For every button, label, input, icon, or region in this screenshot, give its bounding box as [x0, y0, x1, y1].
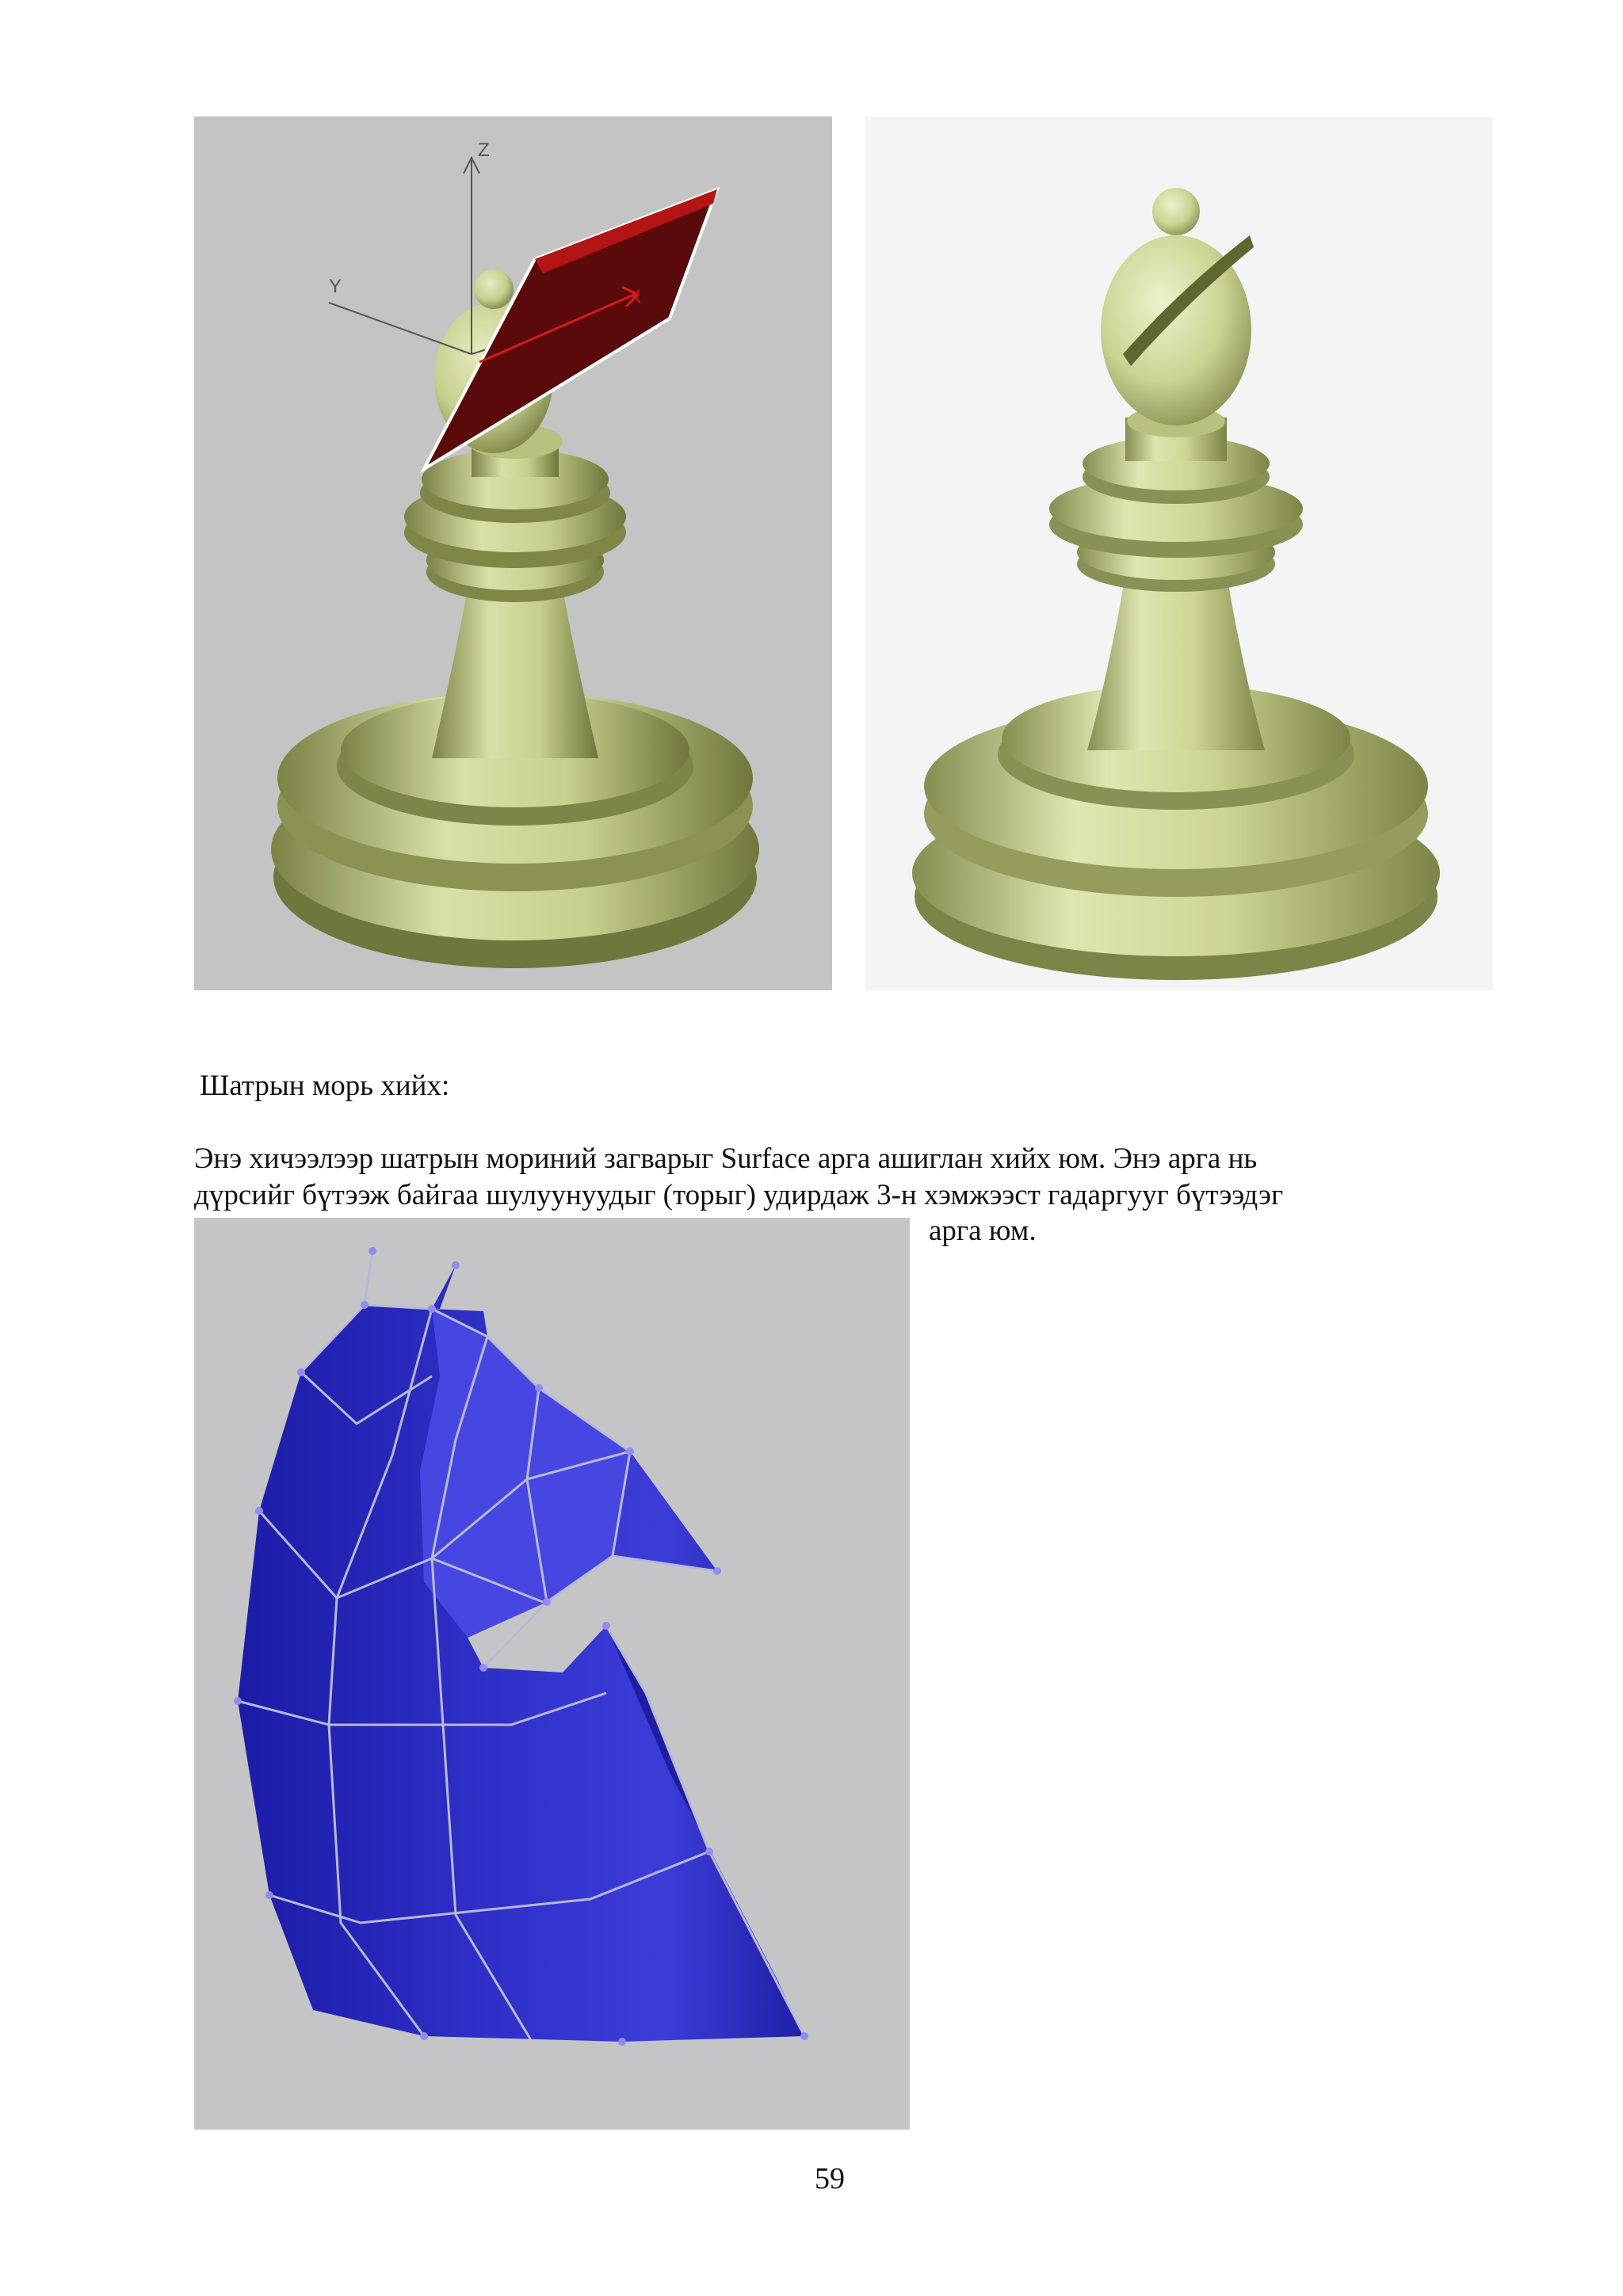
bishop-render	[865, 116, 1493, 990]
bishop-slice-viewport	[194, 116, 832, 990]
paragraph-line-1: Энэ хичээлээр шатрын мориний загварыг Surface арга ашиглан хийх юм. Энэ арга нь	[194, 1142, 1258, 1175]
paragraph-line-3: арга юм.	[929, 1215, 1037, 1247]
axis-label-x: X	[628, 286, 642, 307]
knight-surface-viewport	[194, 1218, 910, 2130]
axis-label-y: Y	[329, 276, 342, 297]
paragraph-line-2: дүрсийг бүтээж байгаа шулуунуудыг (торыг) удирдаж 3-н хэмжээст гадаргууг бүтээдэг	[194, 1179, 1284, 1211]
page-number: 59	[815, 2162, 845, 2195]
axis-label-z: Z	[478, 139, 490, 161]
section-heading: Шатрын морь хийх:	[200, 1070, 450, 1102]
